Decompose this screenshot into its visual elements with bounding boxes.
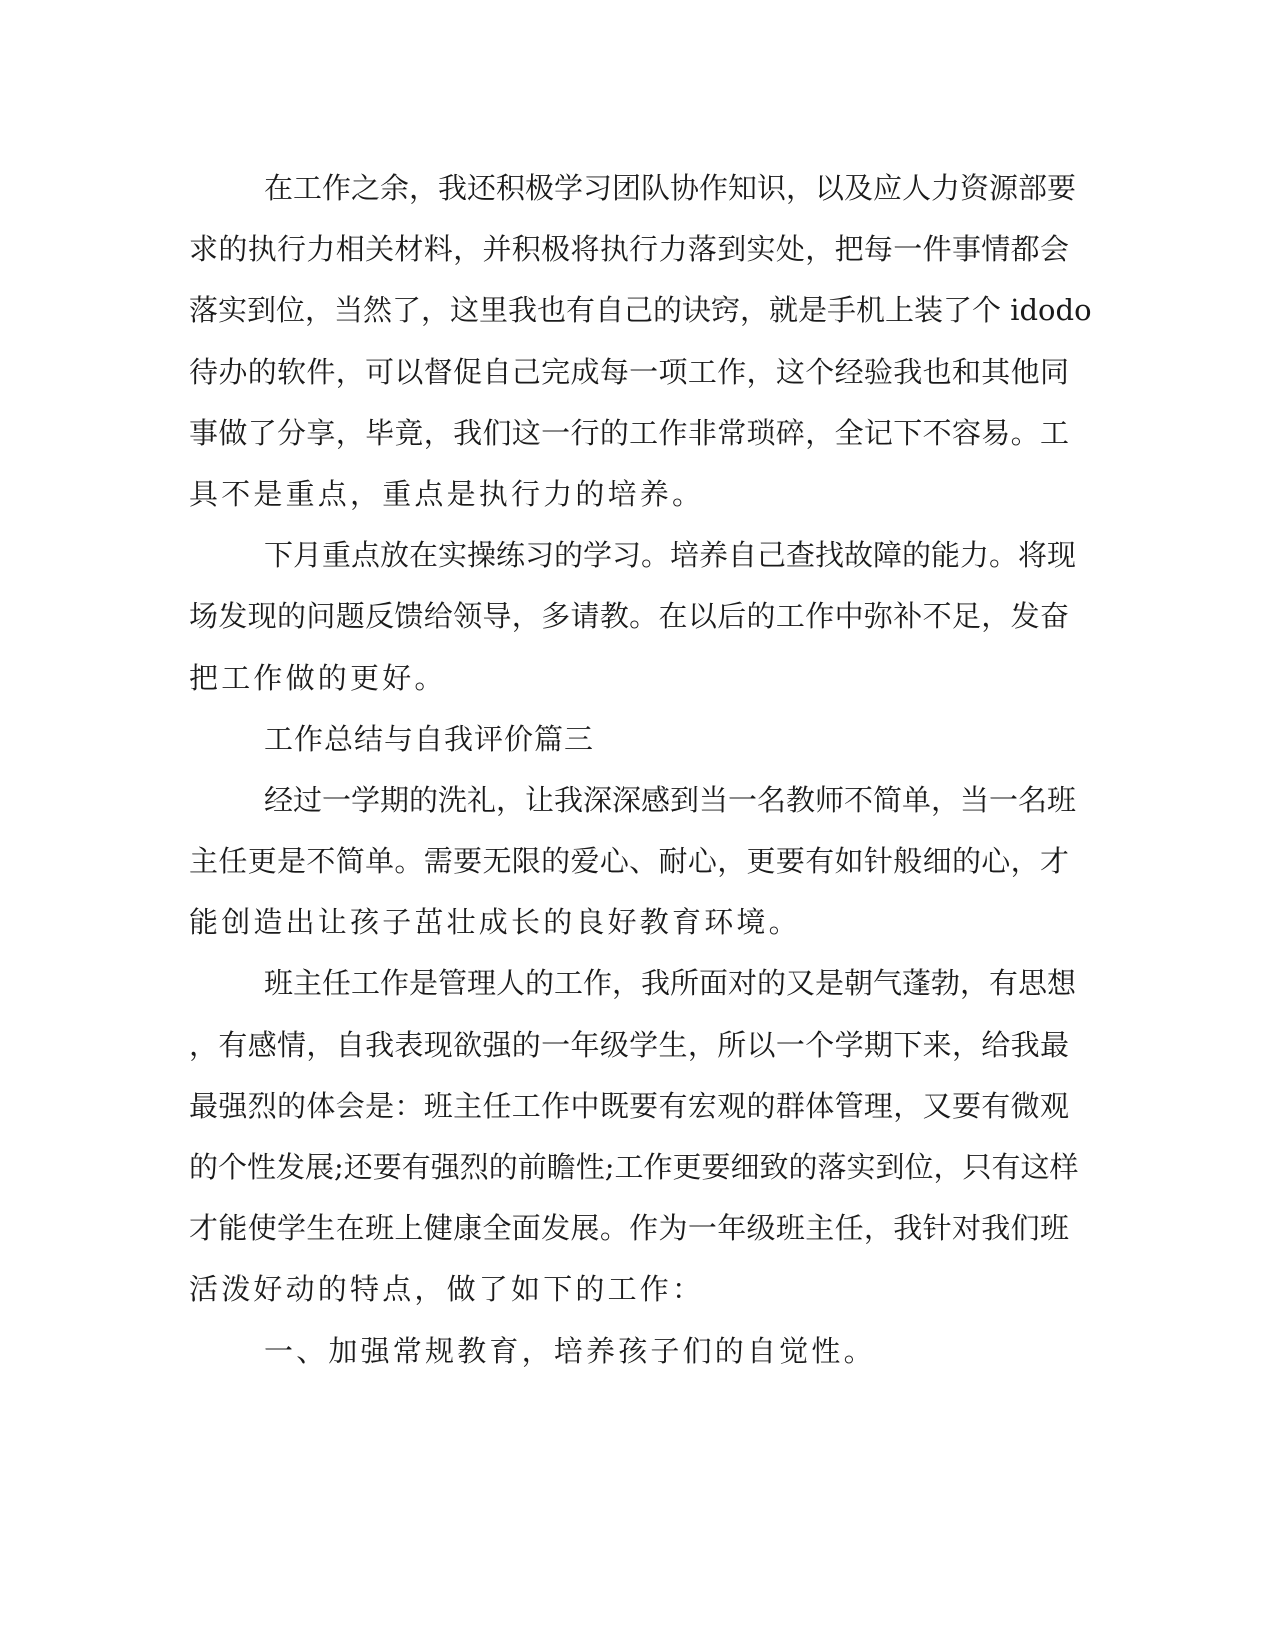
list-item-heading: 一、加强常规教育，培养孩子们的自觉性。 (264, 1333, 876, 1368)
paragraph-line: 具不是重点，重点是执行力的培养。 (189, 476, 705, 511)
paragraph-line: 最强烈的体会是：班主任工作中既要有宏观的群体管理，又要有微观 (189, 1088, 1069, 1123)
section-heading: 工作总结与自我评价篇三 (264, 721, 595, 756)
paragraph-line: 班主任工作是管理人的工作，我所面对的又是朝气蓬勃，有思想 (264, 966, 1077, 1001)
paragraph-line: 在工作之余，我还积极学习团队协作知识，以及应人力资源部要 (264, 171, 1077, 205)
paragraph-line: 主任更是不简单。需要无限的爱心、耐心，更要有如针般细的心，才 (189, 844, 1069, 879)
paragraph-line: 落实到位，当然了，这里我也有自己的诀窍，就是手机上装了个 idodo (189, 293, 1092, 328)
paragraph-line: 求的执行力相关材料，并积极将执行力落到实处，把每一件事情都会 (189, 232, 1069, 267)
paragraph-line: 事做了分享，毕竟，我们这一行的工作非常琐碎，全记下不容易。工 (189, 415, 1069, 450)
paragraph-line: 待办的软件，可以督促自己完成每一项工作，这个经验我也和其他同 (189, 354, 1069, 389)
paragraph-line: 活泼好动的特点，做了如下的工作： (189, 1272, 705, 1307)
paragraph-line: 下月重点放在实操练习的学习。培养自己查找故障的能力。将现 (264, 538, 1077, 573)
paragraph-line: 经过一学期的洗礼，让我深深感到当一名教师不简单，当一名班 (264, 782, 1077, 817)
document-body (189, 158, 1092, 1382)
paragraph-line: ，有感情，自我表现欲强的一年级学生，所以一个学期下来，给我最 (189, 1027, 1069, 1062)
paragraph-line: 场发现的问题反馈给领导，多请教。在以后的工作中弥补不足，发奋 (189, 599, 1069, 634)
paragraph-line: 才能使学生在班上健康全面发展。作为一年级班主任，我针对我们班 (189, 1211, 1069, 1246)
paragraph-line: 的个性发展;还要有强烈的前瞻性;工作更要细致的落实到位，只有这样 (189, 1150, 1079, 1184)
paragraph-line: 能创造出让孩子茁壮成长的良好教育环境。 (189, 905, 801, 940)
paragraph-line: 把工作做的更好。 (189, 660, 447, 695)
